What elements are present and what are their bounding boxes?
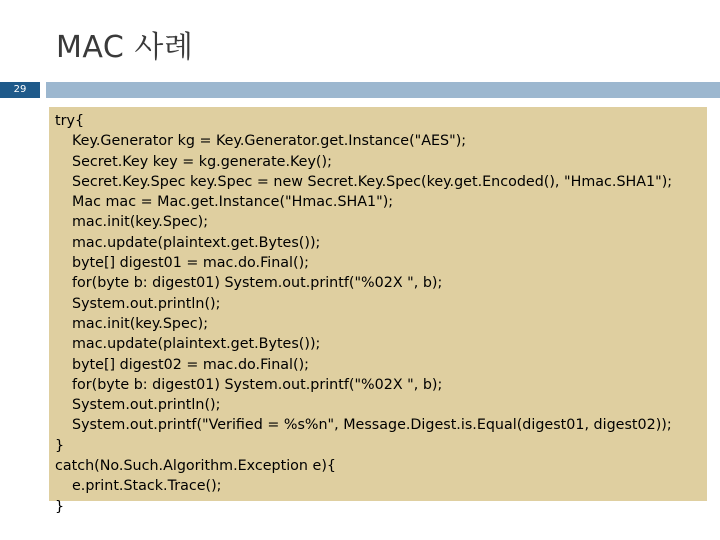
code-line: e.print.Stack.Trace(); [72, 478, 222, 495]
code-line: mac.init(key.Spec); [72, 214, 209, 231]
title-rule-bar [46, 82, 720, 98]
slide-title: MAC 사례 [56, 30, 194, 65]
code-line: Mac mac = Mac.get.Instance("Hmac.SHA1"); [72, 194, 394, 211]
code-line: System.out.println(); [72, 295, 221, 312]
code-line: try{ [55, 113, 85, 129]
code-line: mac.init(key.Spec); [72, 315, 209, 332]
code-line: } [55, 498, 65, 515]
code-line: mac.update(plaintext.get.Bytes()); [72, 336, 321, 353]
code-line: byte[] digest01 = mac.do.Final(); [72, 255, 310, 272]
code-line: Key.Generator kg = Key.Generator.get.Instance("AES"); [72, 133, 467, 150]
code-block [49, 107, 707, 515]
code-line: for(byte b: digest01) System.out.printf("%02X ", b); [72, 376, 443, 393]
code-line: System.out.println(); [72, 397, 221, 414]
code-line: } [55, 437, 65, 454]
code-line: mac.update(plaintext.get.Bytes()); [72, 234, 321, 251]
page-number-badge: 29 [0, 82, 40, 98]
code-line: byte[] digest02 = mac.do.Final(); [72, 356, 310, 373]
code-line: System.out.printf("Verified = %s%n", Message.Digest.is.Equal(digest01, digest02)); [72, 417, 672, 434]
code-line: catch(No.Such.Algorithm.Exception e){ [55, 458, 337, 475]
code-line: Secret.Key.Spec key.Spec = new Secret.Key.Spec(key.get.Encoded(), "Hmac.SHA1"); [72, 173, 673, 190]
code-line: Secret.Key key = kg.generate.Key(); [72, 153, 332, 170]
code-line: for(byte b: digest01) System.out.printf("%02X ", b); [72, 275, 443, 292]
